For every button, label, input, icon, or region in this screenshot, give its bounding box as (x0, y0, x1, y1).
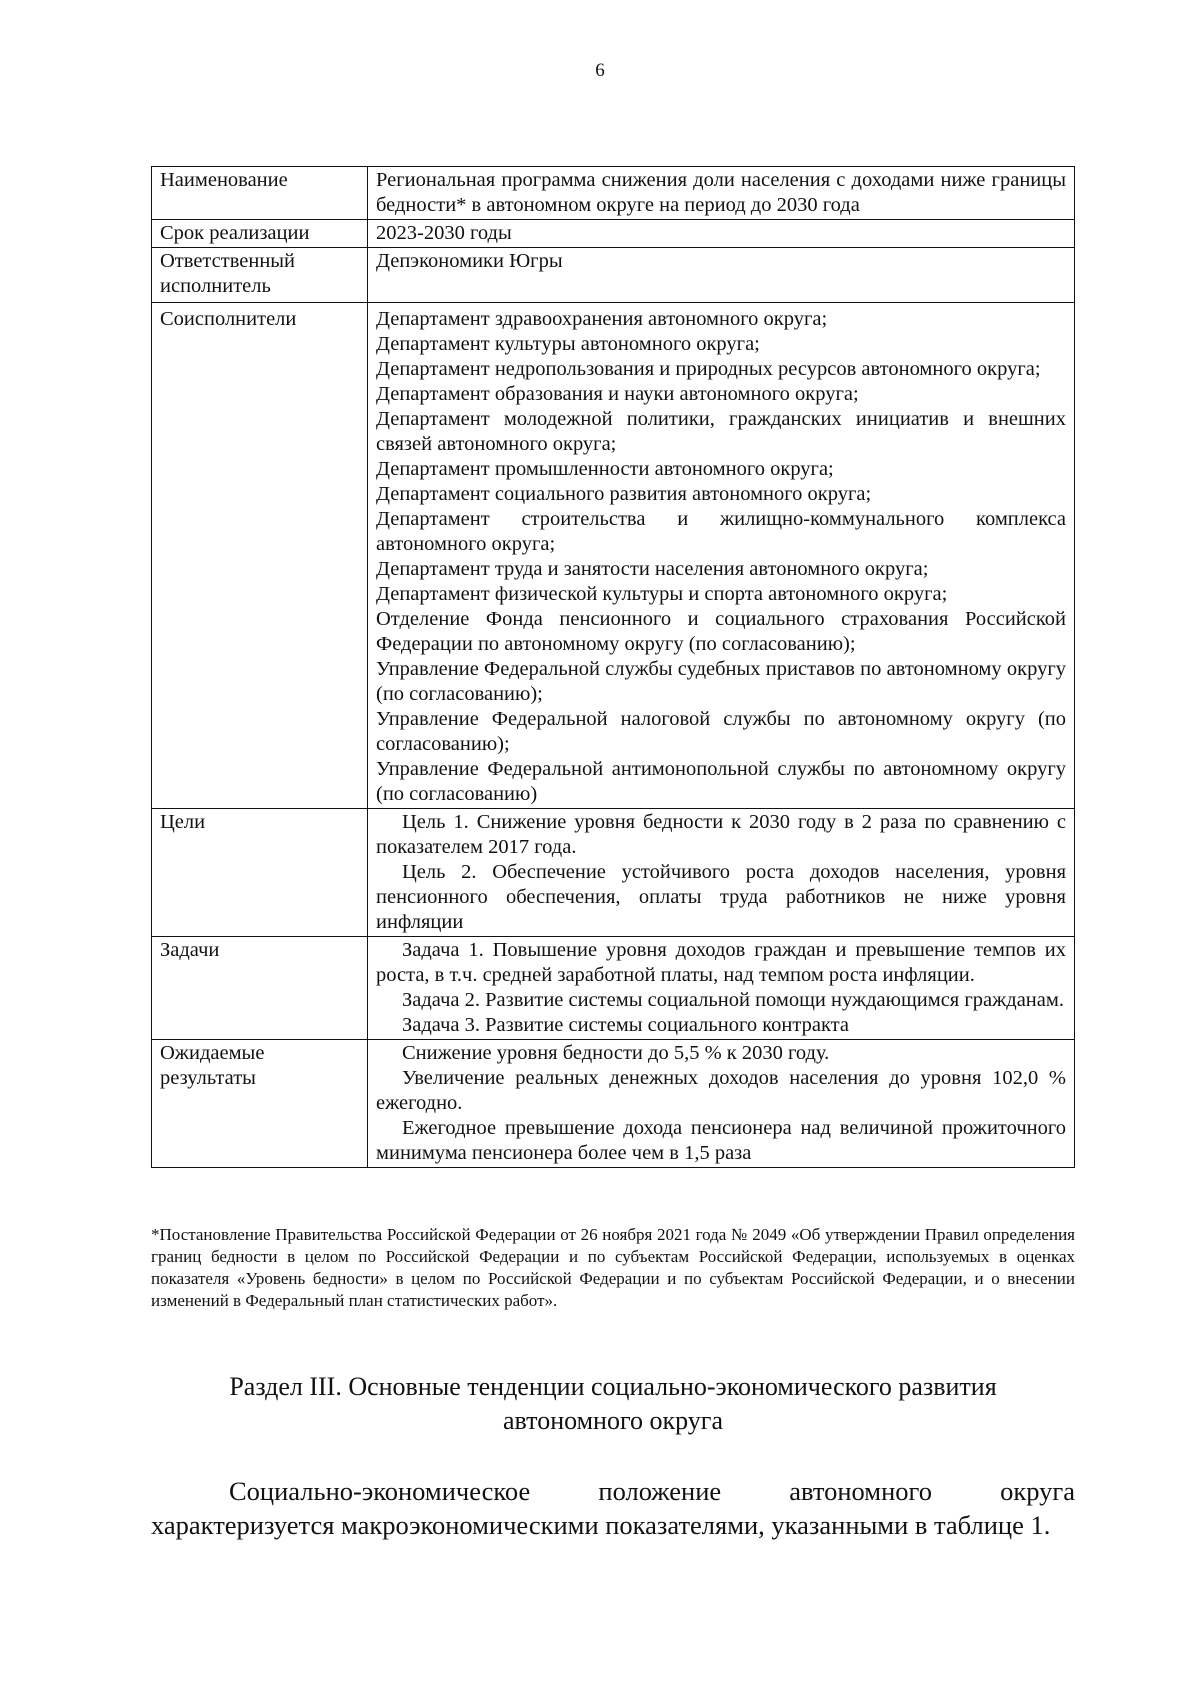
list-item: Департамент здравоохранения автономного округа; (376, 308, 828, 330)
row-label: Соисполнители (152, 303, 368, 809)
section-paragraph: Социально-экономическое положение автономного округа характеризуется макроэкономическими показателями, указанными в таблице 1. (151, 1476, 1075, 1540)
row-label: Срок реализации (152, 220, 368, 248)
program-name-value: Региональная программа снижения доли населения с доходами ниже границы бедности* в автономном округе на период до 2030 года (368, 167, 1075, 220)
list-item: Департамент молодежной политики, гражданских инициатив и внешних связей автономного округа; (376, 408, 1066, 455)
responsible-value: Депэкономики Югры (368, 248, 1075, 303)
list-item: Цель 1. Снижение уровня бедности к 2030 году в 2 раза по сравнению с показателем 2017 года. (376, 811, 1066, 858)
list-item: Департамент промышленности автономного округа; (376, 458, 834, 480)
table-row-goals (152, 809, 1075, 937)
table-row-name (152, 167, 1075, 220)
list-item: Задача 1. Повышение уровня доходов граждан и превышение темпов их роста, в т.ч. средней заработной платы, над темпом роста инфляции. (376, 939, 1066, 986)
table-row-term (152, 220, 1075, 248)
list-item: Департамент строительства и жилищно-коммунального комплекса автономного округа; (376, 508, 1066, 555)
page-number: 6 (595, 60, 605, 81)
row-label: Задачи (152, 937, 368, 1040)
list-item: Департамент образования и науки автономного округа; (376, 383, 859, 405)
list-item: Управление Федеральной налоговой службы по автономному округу (по согласованию); (376, 708, 1066, 755)
table-row-coexecutors (152, 303, 1075, 809)
list-item: Задача 2. Развитие системы социальной помощи нуждающимся гражданам. (402, 989, 1064, 1011)
row-label: Цели (152, 809, 368, 937)
list-item: Ежегодное превышение дохода пенсионера над величиной прожиточного минимума пенсионера более чем в 1,5 раза (376, 1117, 1066, 1164)
list-item: Департамент социального развития автономного округа; (376, 483, 872, 505)
tasks-list (368, 937, 1075, 1040)
section-title-line: автономного округа (503, 1406, 723, 1435)
table-row-tasks (152, 937, 1075, 1040)
list-item: Департамент культуры автономного округа; (376, 333, 760, 355)
row-label: Ожидаемые результаты (152, 1040, 368, 1168)
list-item: Цель 2. Обеспечение устойчивого роста доходов населения, уровня пенсионного обеспечения, оплаты труда работников не ниже уровня инфляции (376, 861, 1066, 933)
row-label: Наименование (152, 167, 368, 220)
row-label: Ответственный исполнитель (152, 248, 368, 303)
results-list (368, 1040, 1075, 1168)
list-item: Управление Федеральной службы судебных приставов по автономному округу (по согласованию); (376, 658, 1066, 705)
term-value: 2023-2030 годы (368, 220, 1075, 248)
list-item: Отделение Фонда пенсионного и социального страхования Российской Федерации по автономному округу (по согласованию); (376, 608, 1066, 655)
table-row-responsible (152, 248, 1075, 303)
list-item: Департамент недропользования и природных ресурсов автономного округа; (376, 358, 1041, 380)
section-title (151, 1370, 1075, 1438)
list-item: Задача 3. Развитие системы социального контракта (402, 1014, 849, 1036)
table-row-results (152, 1040, 1075, 1168)
list-item: Департамент физической культуры и спорта автономного округа; (376, 583, 948, 605)
footnote: *Постановление Правительства Российской Федерации от 26 ноября 2021 года № 2049 «Об утверждении Правил определения границ бедности в целом по Российской Федерации и по субъектам Российской Федерации, используемых в оценках показателя «Уровень бедности» в целом по Российской Федерации и по субъектам Российской Федерации, и о внесении изменений в Федеральный план статистических работ». (151, 1225, 1075, 1310)
goals-list (368, 809, 1075, 937)
list-item: Увеличение реальных денежных доходов населения до уровня 102,0 % ежегодно. (376, 1067, 1066, 1114)
coexecutors-list (368, 303, 1075, 809)
program-passport-table (151, 166, 1075, 1168)
list-item: Департамент труда и занятости населения автономного округа; (376, 558, 929, 580)
list-item: Снижение уровня бедности до 5,5 % к 2030 году. (402, 1042, 830, 1064)
list-item: Управление Федеральной антимонопольной службы по автономному округу (по согласованию) (376, 758, 1066, 805)
section-title-line: Раздел III. Основные тенденции социально-экономического развития (229, 1372, 997, 1401)
